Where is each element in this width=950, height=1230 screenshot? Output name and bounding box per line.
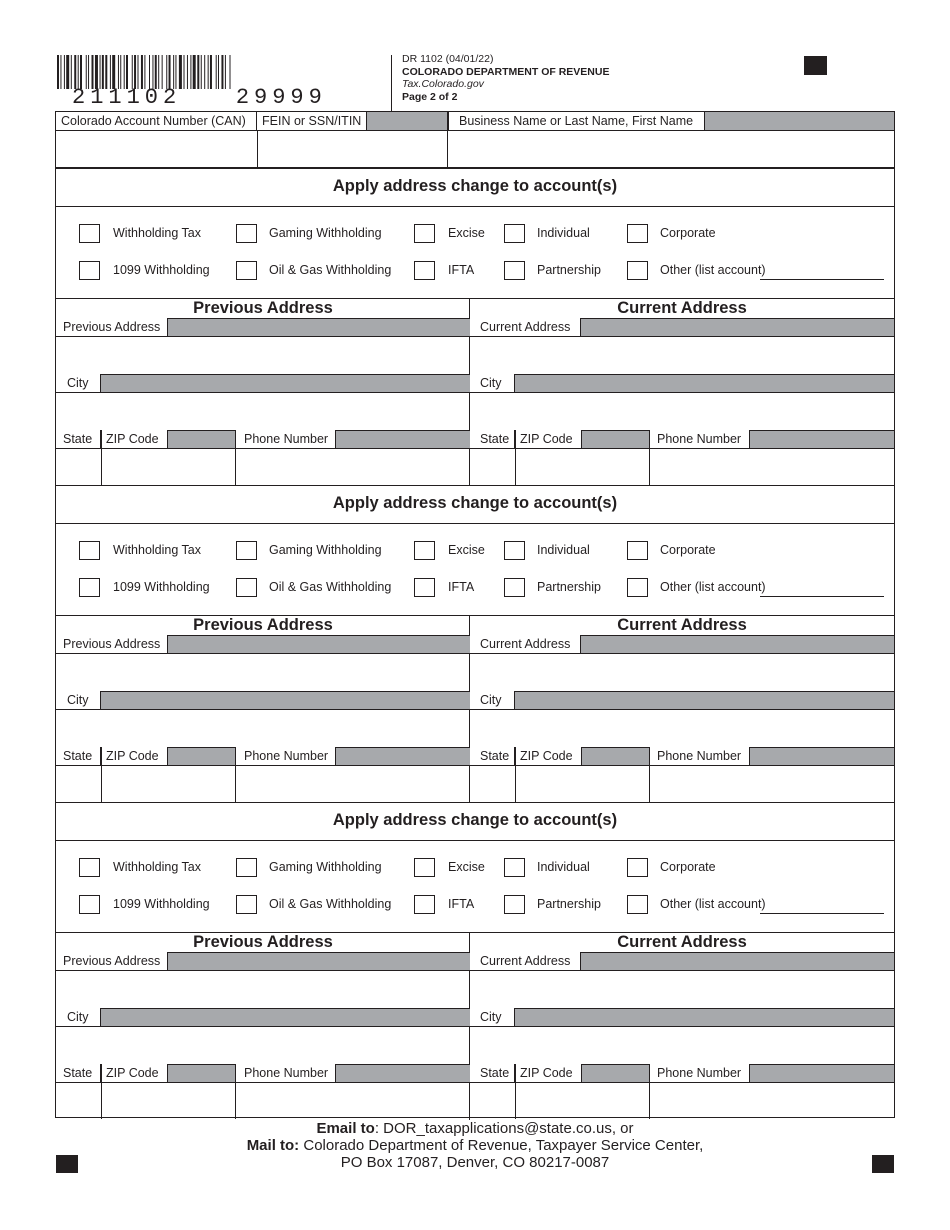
divider xyxy=(56,206,894,207)
address-change-section xyxy=(55,802,895,1118)
checkbox-label-partnership: Partnership xyxy=(537,263,601,277)
previous-city-label: City xyxy=(56,691,101,709)
checkbox-label-other: Other (list account) xyxy=(660,263,766,277)
checkbox-withholding[interactable] xyxy=(79,224,100,243)
checkbox-label-ifta: IFTA xyxy=(448,897,475,911)
previous-city-label: City xyxy=(56,1008,101,1026)
current-city-label: City xyxy=(470,374,515,392)
current-zip-label: ZIP Code xyxy=(515,1064,582,1082)
previous-zip-label: ZIP Code xyxy=(101,430,168,448)
previous-address-input[interactable] xyxy=(56,654,469,691)
previous-city-label: City xyxy=(56,374,101,392)
business-name-label: Business Name or Last Name, First Name xyxy=(448,112,705,130)
checkbox-oil-gas[interactable] xyxy=(236,578,257,597)
checkbox-gaming[interactable] xyxy=(236,224,257,243)
checkbox-other[interactable] xyxy=(627,261,648,280)
taxpayer-id-block xyxy=(55,111,895,168)
current-state-label: State xyxy=(470,1064,515,1082)
current-state-input[interactable] xyxy=(470,1083,514,1119)
previous-city-input[interactable] xyxy=(56,710,469,747)
current-phone-label: Phone Number xyxy=(649,1064,750,1082)
current-address-heading: Current Address xyxy=(617,933,747,951)
mail-address: Colorado Department of Revenue, Taxpayer Service Center, xyxy=(299,1137,704,1154)
email-address: : DOR_taxapplications@state.co.us, or xyxy=(374,1120,634,1137)
mail-address-line2: PO Box 17087, Denver, CO 80217-0087 xyxy=(340,1154,610,1171)
barcode-number: 211102 29999 xyxy=(72,85,327,110)
checkbox-label-individual: Individual xyxy=(537,543,590,557)
fein-label: FEIN or SSN/ITIN xyxy=(257,112,367,130)
checkbox-1099[interactable] xyxy=(79,578,100,597)
previous-state-label: State xyxy=(56,430,101,448)
current-phone-input[interactable] xyxy=(650,1083,894,1119)
form-id: DR 1102 (04/01/22) xyxy=(402,53,494,65)
current-city-input[interactable] xyxy=(470,710,894,747)
divider xyxy=(56,523,894,524)
checkbox-oil-gas[interactable] xyxy=(236,261,257,280)
current-phone-input[interactable] xyxy=(650,766,894,802)
current-address-label: Current Address xyxy=(470,952,581,970)
current-address-input[interactable] xyxy=(470,971,894,1008)
checkbox-label-oil-gas: Oil & Gas Withholding xyxy=(269,897,392,911)
checkbox-corporate[interactable] xyxy=(627,858,648,877)
current-city-input[interactable] xyxy=(470,1027,894,1064)
registration-marker-top-right xyxy=(804,56,827,75)
section-title: Apply address change to account(s) xyxy=(332,177,618,195)
checkbox-partnership[interactable] xyxy=(504,895,525,914)
previous-address-heading: Previous Address xyxy=(193,299,333,317)
checkbox-individual[interactable] xyxy=(504,858,525,877)
checkbox-label-individual: Individual xyxy=(537,226,590,240)
checkbox-label-gaming: Gaming Withholding xyxy=(269,860,382,874)
current-city-label: City xyxy=(470,1008,515,1026)
checkbox-other[interactable] xyxy=(627,578,648,597)
checkbox-individual[interactable] xyxy=(504,541,525,560)
previous-city-input[interactable] xyxy=(56,393,469,430)
current-address-label: Current Address xyxy=(470,318,581,336)
checkbox-excise[interactable] xyxy=(414,541,435,560)
checkbox-gaming[interactable] xyxy=(236,858,257,877)
checkbox-label-gaming: Gaming Withholding xyxy=(269,226,382,240)
checkbox-1099[interactable] xyxy=(79,895,100,914)
checkbox-label-corporate: Corporate xyxy=(660,860,716,874)
checkbox-withholding[interactable] xyxy=(79,858,100,877)
current-address-input[interactable] xyxy=(470,654,894,691)
previous-phone-label: Phone Number xyxy=(235,747,336,765)
divider xyxy=(56,840,894,841)
checkbox-label-corporate: Corporate xyxy=(660,226,716,240)
previous-state-label: State xyxy=(56,1064,101,1082)
checkbox-oil-gas[interactable] xyxy=(236,895,257,914)
previous-city-input[interactable] xyxy=(56,1027,469,1064)
current-phone-label: Phone Number xyxy=(649,747,750,765)
previous-address-label: Previous Address xyxy=(56,635,168,653)
can-label: Colorado Account Number (CAN) xyxy=(56,112,257,130)
header-divider xyxy=(391,55,392,111)
checkbox-gaming[interactable] xyxy=(236,541,257,560)
checkbox-label-individual: Individual xyxy=(537,860,590,874)
current-phone-input[interactable] xyxy=(650,449,894,485)
form-header xyxy=(402,53,609,103)
fein-input[interactable] xyxy=(258,131,446,167)
current-address-label: Current Address xyxy=(470,635,581,653)
current-phone-label: Phone Number xyxy=(649,430,750,448)
checkbox-ifta[interactable] xyxy=(414,261,435,280)
checkbox-label-corporate: Corporate xyxy=(660,543,716,557)
checkbox-label-withholding: Withholding Tax xyxy=(113,860,202,874)
checkbox-label-oil-gas: Oil & Gas Withholding xyxy=(269,580,392,594)
checkbox-1099[interactable] xyxy=(79,261,100,280)
previous-zip-label: ZIP Code xyxy=(101,747,168,765)
checkbox-label-ifta: IFTA xyxy=(448,263,475,277)
previous-address-input[interactable] xyxy=(56,971,469,1008)
checkbox-individual[interactable] xyxy=(504,224,525,243)
previous-address-input[interactable] xyxy=(56,337,469,374)
checkbox-label-1099: 1099 Withholding xyxy=(113,263,210,277)
current-state-label: State xyxy=(470,430,515,448)
mail-label: Mail to: xyxy=(246,1137,300,1154)
website: Tax.Colorado.gov xyxy=(402,78,484,90)
address-change-section xyxy=(55,168,895,486)
checkbox-label-partnership: Partnership xyxy=(537,580,601,594)
checkbox-label-ifta: IFTA xyxy=(448,580,475,594)
current-zip-input[interactable] xyxy=(516,766,648,802)
checkbox-label-oil-gas: Oil & Gas Withholding xyxy=(269,263,392,277)
checkbox-excise[interactable] xyxy=(414,224,435,243)
current-city-label: City xyxy=(470,691,515,709)
checkbox-label-other: Other (list account) xyxy=(660,580,766,594)
current-zip-input[interactable] xyxy=(516,1083,648,1119)
email-label: Email to xyxy=(316,1120,375,1137)
previous-phone-input[interactable] xyxy=(236,766,469,802)
current-address-heading: Current Address xyxy=(617,299,747,317)
checkbox-label-gaming: Gaming Withholding xyxy=(269,543,382,557)
checkbox-partnership[interactable] xyxy=(504,261,525,280)
other-account-input[interactable] xyxy=(760,279,884,280)
previous-zip-label: ZIP Code xyxy=(101,1064,168,1082)
checkbox-partnership[interactable] xyxy=(504,578,525,597)
can-input[interactable] xyxy=(56,131,256,167)
previous-state-label: State xyxy=(56,747,101,765)
current-address-input[interactable] xyxy=(470,337,894,374)
checkbox-label-1099: 1099 Withholding xyxy=(113,580,210,594)
barcode xyxy=(57,55,309,89)
address-change-section xyxy=(55,485,895,803)
checkbox-label-excise: Excise xyxy=(448,543,485,557)
checkbox-label-excise: Excise xyxy=(448,860,485,874)
current-state-input[interactable] xyxy=(470,449,514,485)
previous-state-input[interactable] xyxy=(56,766,100,802)
previous-address-label: Previous Address xyxy=(56,952,168,970)
previous-zip-input[interactable] xyxy=(102,766,234,802)
previous-address-heading: Previous Address xyxy=(193,616,333,634)
checkbox-label-other: Other (list account) xyxy=(660,897,766,911)
other-account-input[interactable] xyxy=(760,913,884,914)
current-zip-label: ZIP Code xyxy=(515,747,582,765)
checkbox-label-withholding: Withholding Tax xyxy=(113,543,202,557)
previous-phone-label: Phone Number xyxy=(235,430,336,448)
other-account-input[interactable] xyxy=(760,596,884,597)
previous-phone-input[interactable] xyxy=(236,449,469,485)
section-title: Apply address change to account(s) xyxy=(332,811,618,829)
previous-phone-label: Phone Number xyxy=(235,1064,336,1082)
current-address-heading: Current Address xyxy=(617,616,747,634)
previous-phone-input[interactable] xyxy=(236,1083,469,1119)
current-state-label: State xyxy=(470,747,515,765)
checkbox-other[interactable] xyxy=(627,895,648,914)
checkbox-label-excise: Excise xyxy=(448,226,485,240)
previous-address-heading: Previous Address xyxy=(193,933,333,951)
previous-zip-input[interactable] xyxy=(102,449,234,485)
previous-address-label: Previous Address xyxy=(56,318,168,336)
previous-zip-input[interactable] xyxy=(102,1083,234,1119)
checkbox-corporate[interactable] xyxy=(627,541,648,560)
current-zip-input[interactable] xyxy=(516,449,648,485)
previous-state-input[interactable] xyxy=(56,449,100,485)
current-city-input[interactable] xyxy=(470,393,894,430)
checkbox-ifta[interactable] xyxy=(414,578,435,597)
previous-state-input[interactable] xyxy=(56,1083,100,1119)
page-number: Page 2 of 2 xyxy=(402,90,458,103)
checkbox-label-1099: 1099 Withholding xyxy=(113,897,210,911)
current-zip-label: ZIP Code xyxy=(515,430,582,448)
checkbox-corporate[interactable] xyxy=(627,224,648,243)
checkbox-excise[interactable] xyxy=(414,858,435,877)
business-name-input[interactable] xyxy=(448,131,894,167)
current-state-input[interactable] xyxy=(470,766,514,802)
checkbox-ifta[interactable] xyxy=(414,895,435,914)
checkbox-label-partnership: Partnership xyxy=(537,897,601,911)
checkbox-label-withholding: Withholding Tax xyxy=(113,226,202,240)
checkbox-withholding[interactable] xyxy=(79,541,100,560)
section-title: Apply address change to account(s) xyxy=(332,494,618,512)
department-name: COLORADO DEPARTMENT OF REVENUE xyxy=(402,65,610,78)
submission-instructions xyxy=(0,1120,950,1171)
